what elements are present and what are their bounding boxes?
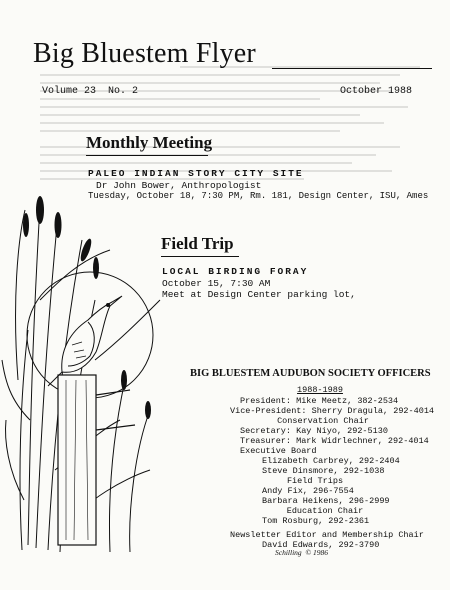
- officer-line: Field Trips: [286, 476, 344, 486]
- seed-head: [93, 257, 99, 279]
- monthly-meeting-heading: Monthly Meeting: [86, 133, 213, 152]
- issue-volume: Volume 23 No. 2: [42, 86, 139, 97]
- officer-line: Conservation Chair: [277, 416, 369, 426]
- editor-label: Newsletter Editor and Membership Chair: [230, 530, 424, 540]
- officers-year: 1988-1989: [297, 385, 343, 395]
- seed-head: [55, 212, 62, 238]
- issue-date: October 1988: [340, 86, 413, 97]
- officer-line: Education Chair: [286, 506, 364, 516]
- editor-name: David Edwards, 292-3790: [262, 540, 380, 550]
- meeting-speaker: Dr John Bower, Anthropologist: [96, 180, 262, 191]
- trip-where: Meet at Design Center parking lot,: [162, 289, 356, 300]
- officer-line: Barbara Heikens, 296-2999: [262, 496, 390, 506]
- trip-title: LOCAL BIRDING FORAY: [162, 266, 309, 277]
- seed-head: [23, 213, 29, 237]
- trip-when: October 15, 7:30 AM: [162, 278, 271, 289]
- officer-line: Elizabeth Carbrey, 292-2404: [262, 456, 400, 466]
- meeting-title: PALEO INDIAN STORY CITY SITE: [88, 168, 304, 179]
- officer-line: Vice-President: Sherry Dragula, 292-4014: [230, 406, 435, 416]
- seed-head: [121, 370, 127, 390]
- officer-line: Executive Board: [240, 446, 317, 456]
- masthead-title: Big Bluestem Flyer: [33, 38, 256, 69]
- meadowlark-bird: [48, 296, 122, 386]
- meeting-details: Tuesday, October 18, 7:30 PM, Rm. 181, Design Center, ISU, Ames: [88, 191, 429, 201]
- illustration-signature: Schilling © 1986: [275, 548, 328, 557]
- officers-heading: BIG BLUESTEM AUDUBON SOCIETY OFFICERS: [190, 368, 431, 379]
- officer-line: Treasurer: Mark Widrlechner, 292-4014: [240, 436, 429, 446]
- officer-line: Andy Fix, 296-7554: [262, 486, 354, 496]
- officer-line: Secretary: Kay Niyo, 292-5130: [240, 426, 388, 436]
- seed-head: [145, 401, 151, 419]
- officer-line: President: Mike Meetz, 382-2534: [240, 396, 399, 406]
- seed-head: [36, 196, 44, 224]
- fence-post: [58, 375, 96, 545]
- field-trip-heading: Field Trip: [161, 234, 234, 253]
- officer-line: Steve Dinsmore, 292-1038: [262, 466, 385, 476]
- officer-line: Tom Rosburg, 292-2361: [262, 516, 370, 526]
